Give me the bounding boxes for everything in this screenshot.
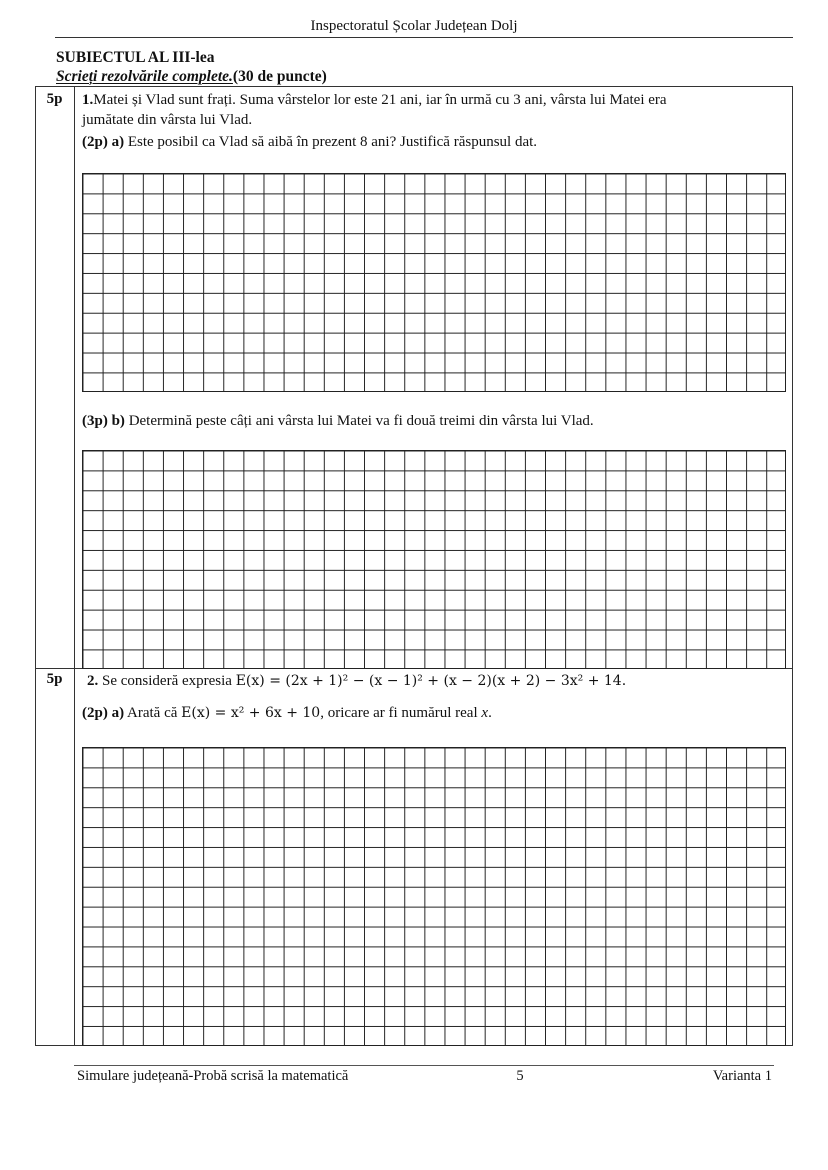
problem-1-statement-line2: jumătate din vârsta lui Vlad. — [82, 112, 253, 128]
instruction-points: (30 de puncte) — [232, 68, 327, 85]
answer-grid-2a[interactable] — [82, 747, 786, 1046]
problem-2a-end: . — [488, 705, 492, 721]
problem-1b-letter: b) — [111, 413, 125, 429]
header-institution: Inspectoratul Școlar Județean Dolj — [310, 18, 518, 34]
problem-1-text: Matei și Vlad sunt frați. Suma vârstelor lor este 21 ani, iar în urmă cu 3 ani, vârsta lui Matei era — [93, 92, 667, 108]
footer-rule — [74, 1065, 774, 1066]
answer-grid-1b[interactable] — [82, 450, 786, 669]
problem-1b-prompt — [82, 411, 594, 431]
answer-grid-1a[interactable] — [82, 173, 786, 392]
problem-2a-text-after: , oricare ar fi numărul real — [320, 705, 482, 721]
problem-1a-prompt — [82, 132, 537, 152]
problem-2a-text-before: Arată că — [124, 705, 182, 721]
instruction-text: Scrieți rezolvările complete. — [56, 68, 233, 85]
points-column-divider — [74, 86, 75, 1046]
subject-instruction — [56, 68, 327, 86]
header-rule — [55, 37, 793, 38]
problem-2-statement — [87, 671, 626, 691]
problem-1a-points: (2p) — [82, 134, 108, 150]
problem-2a-variable: x — [481, 705, 489, 721]
problem-2-number: 2. — [87, 673, 99, 689]
problem-2a-points: (2p) — [82, 705, 108, 721]
problem-1a-text: Este posibil ca Vlad să aibă în prezent 8 ani? Justifică răspunsul dat. — [124, 134, 538, 150]
problem-2-text: Se consideră expresia — [98, 673, 236, 689]
problem-2-expression: E(x) = (2x + 1)² − (x − 1)² + (x − 2)(x + 2) − 3x² + 14. — [235, 673, 627, 689]
subject-title: SUBIECTUL AL III-lea — [56, 49, 215, 66]
problem-1a-letter: a) — [111, 134, 125, 150]
footer-variant: Varianta 1 — [712, 1068, 772, 1084]
problem-1b-points: (3p) — [82, 413, 108, 429]
problem-1b-text: Determină peste câți ani vârsta lui Matei va fi două treimi din vârsta lui Vlad. — [124, 413, 594, 429]
problem-2a-expression: E(x) = x² + 6x + 10 — [181, 705, 321, 721]
problem-2-points: 5p — [46, 671, 63, 687]
problem-2a-prompt — [82, 703, 492, 723]
problem-1-points: 5p — [46, 91, 63, 107]
problem-1-number: 1. — [82, 92, 94, 108]
problem-1-statement-line1 — [82, 90, 667, 110]
footer-exam-name: Simulare județeană-Probă scrisă la matematică — [77, 1068, 349, 1084]
problem-2a-letter: a) — [111, 705, 125, 721]
footer-page-number: 5 — [516, 1068, 524, 1084]
